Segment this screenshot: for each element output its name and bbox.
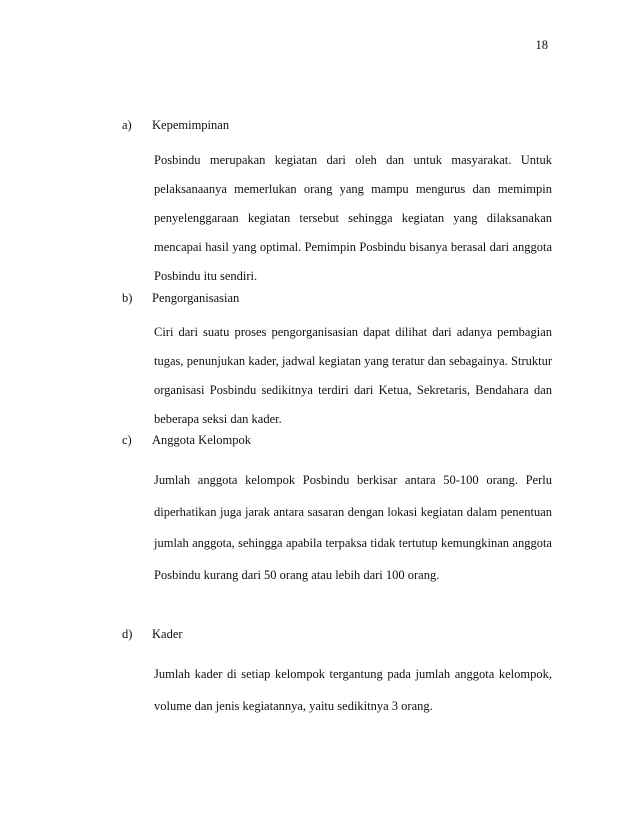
section-kepemimpinan xyxy=(122,118,552,291)
section-title: Anggota Kelompok xyxy=(152,433,251,447)
section-paragraph: Posbindu merupakan kegiatan dari oleh dan untuk masyarakat. Untuk pelaksanaanya memerlukan orang yang mampu mengurus dan memimpin penyelenggaraan kegiatan tersebut sehingga kegiatan yang dilaksanakan mencapai hasil yang optimal. Pemimpin Posbindu bisanya berasal dari anggota Posbindu itu sendiri. xyxy=(154,153,552,283)
section-paragraph: Jumlah kader di setiap kelompok tergantung pada jumlah anggota kelompok, volume dan jenis kegiatannya, yaitu sedikitnya 3 orang. xyxy=(154,667,552,713)
section-heading xyxy=(122,433,552,448)
section-heading xyxy=(122,291,552,306)
section-pengorganisasian xyxy=(122,291,552,434)
list-marker: a) xyxy=(122,118,132,132)
section-title: Kepemimpinan xyxy=(152,118,230,132)
section-heading xyxy=(122,118,552,133)
section-title: Kader xyxy=(152,627,183,641)
section-paragraph: Ciri dari suatu proses pengorganisasian dapat dilihat dari adanya pembagian tugas, penunjukan kader, jadwal kegiatan yang teratur dan sebagainya. Struktur organisasi Posbindu sedikitnya terdiri dari Ketua, Sekretaris, Bendahara dan beberapa seksi dan kader. xyxy=(154,325,552,426)
list-marker: d) xyxy=(122,627,133,641)
list-marker: c) xyxy=(122,433,132,447)
section-heading xyxy=(122,627,552,642)
section-kader xyxy=(122,627,552,722)
section-title: Pengorganisasian xyxy=(152,291,240,305)
list-marker: b) xyxy=(122,291,133,305)
page-number: 18 xyxy=(535,38,548,52)
section-paragraph: Jumlah anggota kelompok Posbindu berkisar antara 50-100 orang. Perlu diperhatikan juga jarak antara sasaran dengan lokasi kegiatan dalam penentuan jumlah anggota, sehingga apabila terpaksa tidak tertutup kemungkinan anggota Posbindu kurang dari 50 orang atau lebih dari 100 orang. xyxy=(154,473,552,582)
section-anggota-kelompok xyxy=(122,433,552,591)
